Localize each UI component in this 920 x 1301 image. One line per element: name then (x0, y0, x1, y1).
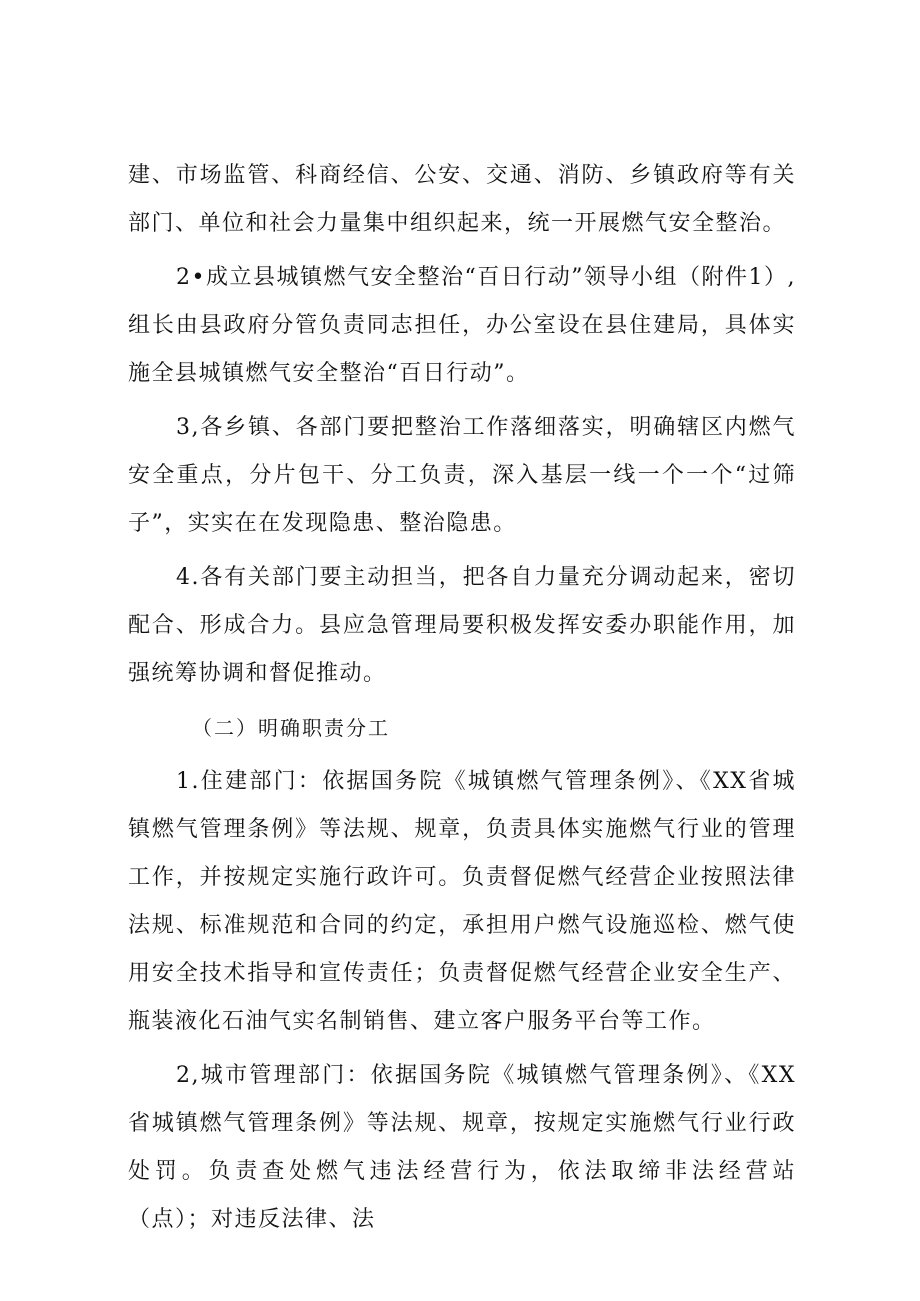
paragraph-continuation: 建、市场监管、科商经信、公安、交通、消防、乡镇政府等有关部门、单位和社会力量集中组织起来，统一开展燃气安全整治。 (128, 163, 796, 236)
duty-item-1: 1.住建部门：依据国务院《城镇燃气管理条例》、《XX省城镇燃气管理条例》等法规、规章，负责具体实施燃气行业的管理工作，并按规定实施行政许可。负责督促燃气经营企业按照法律法规、标准规范和合同的约定，承担用户燃气设施巡检、燃气使用安全技术指导和宣传责任；负责督促燃气经营企业安全生产、瓶装液化石油气实名制销售、建立客户服务平台等工作。 (128, 769, 796, 1034)
paragraph-item-3: 3,各乡镇、各部门要把整治工作落细落实，明确辖区内燃气安全重点，分片包干、分工负责，深入基层一线一个一个“过筛子”，实实在在发现隐患、整治隐患。 (128, 415, 796, 536)
duty-item-2: 2,城市管理部门：依据国务院《城镇燃气管理条例》、《XX省城镇燃气管理条例》等法规、规章，按规定实施燃气行业行政处罚。负责查处燃气违法经营行为，依法取缔非法经营站（点）；对违反法律、法 (128, 1063, 796, 1232)
paragraph-item-4: 4.各有关部门要主动担当，把各自力量充分调动起来，密切配合、形成合力。县应急管理局要积极发挥安委办职能作用，加强统筹协调和督促推动。 (128, 565, 796, 686)
paragraph-item-2: 2•成立县城镇燃气安全整治“百日行动”领导小组（附件1）,组长由县政府分管负责同志担任，办公室设在县住建局，具体实施全县城镇燃气安全整治“百日行动”。 (128, 265, 796, 386)
section-heading: （二）明确职责分工 (192, 716, 390, 740)
document-body (128, 152, 796, 1250)
